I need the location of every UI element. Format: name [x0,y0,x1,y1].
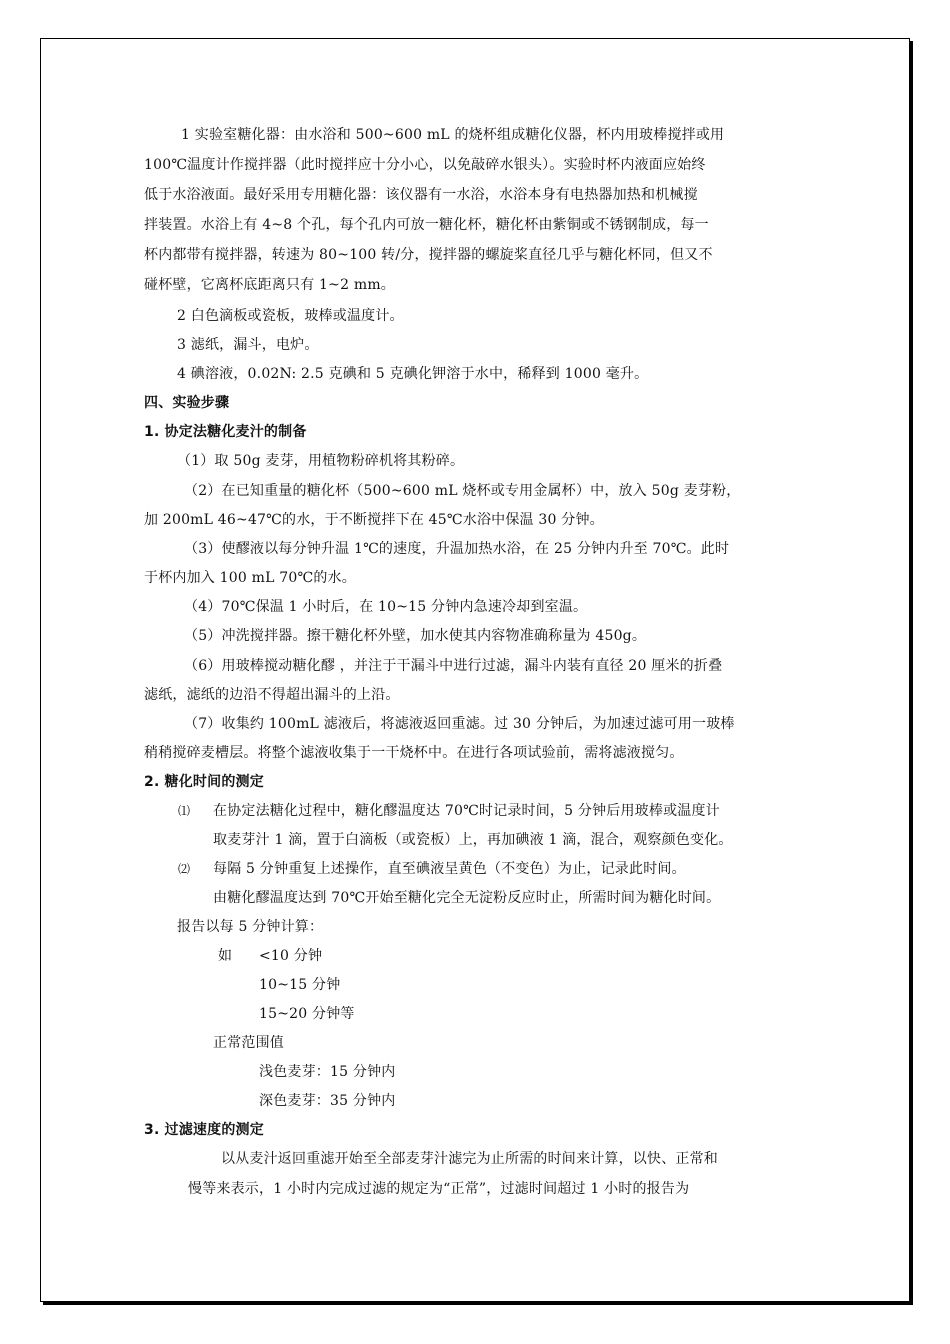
step-6-line-2: 滤纸，滤纸的边沿不得超出漏斗的上沿。 [144,687,400,703]
example-item: <10 分钟 [259,948,323,964]
step-3-line-2: 于杯内加入 100 mL 70℃的水。 [144,570,356,586]
step-6-line-1: （6）用玻棒搅动糖化醪 ，并注于干漏斗中进行过滤，漏斗内装有直径 20 厘米的折叠 [184,658,723,674]
subsection-heading-saccharification-time: 2. 糖化时间的测定 [144,774,264,790]
equipment-item-4: 4 碘溶液，0.02N: 2.5 克碘和 5 克碘化钾溶于水中，稀释到 1000 毫升。 [177,366,649,382]
filtration-line-2: 慢等来表示，1 小时内完成过滤的规定为“正常”，过滤时间超过 1 小时的报告为 [188,1181,690,1197]
normal-range-item: 深色麦芽：35 分钟内 [259,1093,396,1109]
timing-step-1-line-1: 在协定法糖化过程中，糖化醪温度达 70℃时记录时间，5 分钟后用玻棒或温度计 [213,803,720,819]
equipment-item-1-line-1: 1 实验室糖化器：由水浴和 500~600 mL 的烧杯组成糖化仪器，杯内用玻棒搅拌或用 [181,127,725,143]
section-heading-experiment-steps: 四、实验步骤 [144,395,230,411]
equipment-item-2: 2 白色滴板或瓷板，玻棒或温度计。 [177,308,404,324]
step-2-line-2: 加 200mL 46~47℃的水，于不断搅拌下在 45℃水浴中保温 30 分钟。 [144,512,604,528]
filtration-line-1: 以从麦汁返回重滤开始至全部麦芽汁滤完为止所需的时间来计算，以快、正常和 [221,1151,718,1167]
step-7-line-2: 稍稍搅碎麦槽层。将整个滤液收集于一干烧杯中。在进行各项试验前，需将滤液搅匀。 [144,745,684,761]
definition-line: 由糖化醪温度达到 70℃开始至糖化完全无淀粉反应时止，所需时间为糖化时间。 [213,890,721,906]
timing-step-1-line-2: 取麦芽汁 1 滴，置于白滴板（或瓷板）上，再加碘液 1 滴，混合，观察颜色变化。 [213,832,733,848]
subsection-heading-filtration-speed: 3. 过滤速度的测定 [144,1122,264,1138]
equipment-item-3: 3 滤纸，漏斗，电炉。 [177,337,319,353]
step-5-line: （5）冲洗搅拌器。擦干糖化杯外壁，加水使其内容物准确称量为 450g。 [184,628,647,644]
example-item: 15~20 分钟等 [259,1006,355,1022]
equipment-item-1-line-2: 100℃温度计作搅拌器（此时搅拌应十分小心，以免敲碎水银头）。实验时杯内液面应始终 [144,157,706,173]
equipment-item-1-line-4: 拌装置。水浴上有 4~8 个孔，每个孔内可放一糖化杯，糖化杯由紫铜或不锈钢制成，每一 [144,217,709,233]
equipment-item-1-line-3: 低于水浴液面。最好采用专用糖化器：该仪器有一水浴，水浴本身有电热器加热和机械搅 [144,187,698,203]
step-marker-2: ⑵ [178,862,191,876]
step-7-line-1: （7）收集约 100mL 滤液后，将滤液返回重滤。过 30 分钟后，为加速过滤可用一玻棒 [184,716,735,732]
subsection-heading-wort-preparation: 1. 协定法糖化麦汁的制备 [144,424,307,440]
step-2-line-1: （2）在已知重量的糖化杯（500~600 mL 烧杯或专用金属杯）中，放入 50g 麦芽粉， [184,483,741,499]
equipment-item-1-line-5: 杯内都带有搅拌器，转速为 80~100 转/分，搅拌器的螺旋桨直径几乎与糖化杯同，但又不 [144,247,713,263]
example-item: 10~15 分钟 [259,977,341,993]
example-label: 如 [218,948,233,964]
step-marker-1: ⑴ [178,804,191,818]
report-line: 报告以每 5 分钟计算： [177,919,324,935]
normal-range-item: 浅色麦芽：15 分钟内 [259,1064,396,1080]
step-1-line: （1）取 50g 麦芽，用植物粉碎机将其粉碎。 [177,453,465,469]
step-3-line-1: （3）使醪液以每分钟升温 1℃的速度，升温加热水浴，在 25 分钟内升至 70℃。此时 [184,541,730,557]
step-4-line: （4）70℃保温 1 小时后，在 10~15 分钟内急速冷却到室温。 [184,599,588,615]
equipment-item-1-line-6: 碰杯壁，它离杯底距离只有 1~2 mm。 [144,277,395,293]
timing-step-2-line: 每隔 5 分钟重复上述操作，直至碘液呈黄色（不变色）为止，记录此时间。 [213,861,686,877]
normal-range-label: 正常范围值 [213,1035,284,1051]
